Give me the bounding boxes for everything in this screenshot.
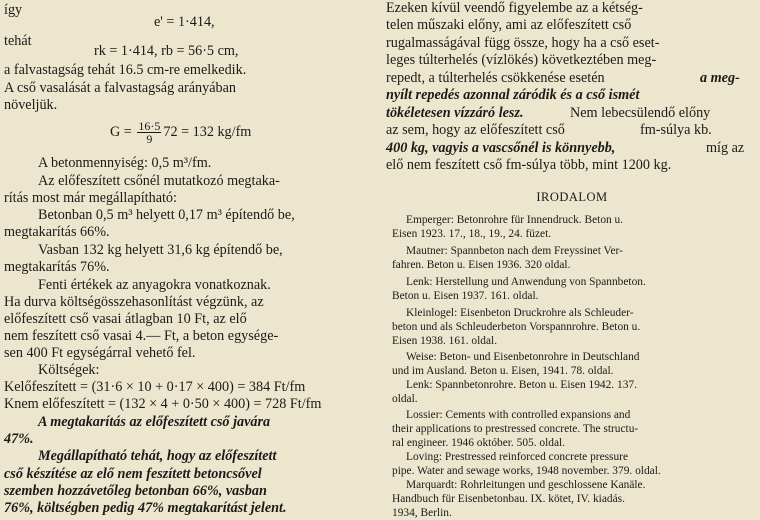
references-heading: IRODALOM [536,190,608,204]
text-line: a falvastagság tehát 16.5 cm-re emelkedik. [4,62,247,78]
text-line: Nem lebecsülendő előny [570,105,711,121]
text-line: Ezeken kívül veendő figyelembe az a kétség- [386,0,643,16]
reference-line: oldal. [392,393,418,405]
reference-line: Handbuch für Eisenbetonbau. IX. kötet, IV. kiadás. [392,493,625,505]
text-line: Vasban 132 kg helyett 31,6 kg építendő be, [38,242,283,258]
reference-line: Kleinlogel: Eisenbeton Druckrohre als Schleuder- [406,307,634,319]
italic-text-line: A megtakarítás az előfeszített cső javára [38,414,271,430]
text-line: e' = 1·414, [154,14,215,30]
reference-line: their applications to prestressed concrete. The structu- [392,423,639,435]
text-line: Knem előfeszített = (132 × 4 + 0·50 × 400) = 728 Ft/fm [4,396,322,412]
fraction-numerator: 16·5 [138,119,161,133]
text-line: A betonmennyiség: 0,5 m³/fm. [38,155,212,171]
reference-line: und im Ausland. Beton u. Eisen, 1941. 78. oldal. [392,365,614,377]
italic-text-line: 76%, költségben pedig 47% megtakarítást jelent. [4,500,287,516]
reference-line: fahren. Beton u. Eisen 1936. 320 oldal. [392,259,571,271]
text-line: megtakarítás 76%. [4,259,110,275]
reference-line: Loving: Prestressed reinforced concrete pressure [406,451,629,463]
reference-line: Lenk: Spannbetonrohre. Beton u. Eisen 1942. 137. [406,379,637,391]
reference-line: Eisen 1938. 161. oldal. [392,335,498,347]
reference-line: Emperger: Betonrohre für Innendruck. Beton u. [406,214,624,226]
text-line: így [4,2,23,18]
reference-line: Marquardt: Rohrleitungen und geschlossene Kanäle. [406,479,646,491]
formula [110,120,251,145]
reference-line: Lossier: Cements with controlled expansions and [406,409,631,421]
reference-line: pipe. Water and sewage works, 1948 november. 379. oldal. [392,465,661,477]
text-line: rugalmasságával függ össze, hogy ha a cső eset- [386,35,660,51]
text-line: Betonban 0,5 m³ helyett 0,17 m³ építendő be, [38,207,295,223]
text-line: Fenti értékek az anyagokra vonatkoznak. [38,277,271,293]
italic-text-line: a meg- [700,70,740,86]
text-line: Költségek: [38,362,100,378]
text-line: növeljük. [4,97,58,113]
italic-text-line: nyílt repedés azonnal záródik és a cső ismét [386,87,640,103]
text-line: A cső vasalását a falvastagság arányában [4,80,237,96]
italic-text-line: tökéletesen vízzáró lesz. [386,105,524,121]
text-line: Az előfeszített csőnél mutatkozó megtaka- [38,173,280,189]
formula-fraction [137,120,161,145]
reference-line: Weise: Beton- und Eisenbetonrohre in Deutschland [406,351,640,363]
reference-line: ral engineer. 1946 október. 505. oldal. [392,437,566,449]
italic-text-line: 400 kg, vagyis a vascsőnél is könnyebb, [386,140,616,156]
text-line: leges túlterhelés (vízlökés) következtében meg- [386,52,657,68]
italic-text-line: szemben hozzávetőleg betonban 66%, vasban [4,483,267,499]
reference-line: Mautner: Spannbeton nach dem Freyssinet Ver- [406,245,623,257]
text-line: Ha durva költségösszehasonlítást végzünk, az [4,294,264,310]
text-line: tehát [4,33,32,49]
text-line: repedt, a túlterhelés csökkenése esetén [386,70,605,86]
text-line: elő nem feszített cső fm-súlya több, mint 1200 kg. [386,157,672,173]
text-line: az sem, hogy az előfeszített cső [386,122,565,138]
text-line: Kelőfeszített = (31·6 × 10 + 0·17 × 400) = 384 Ft/fm [4,379,306,395]
text-line: sen 400 Ft egységárral vehető fel. [4,345,196,361]
formula-lhs: G = [110,123,136,140]
italic-text-line: Megállapítható tehát, hogy az előfeszített [38,448,277,464]
reference-line: Eisen 1923. 17., 18., 19., 24. füzet. [392,228,552,240]
reference-line: Beton u. Eisen 1937. 161. oldal. [392,290,539,302]
reference-line: 1934, Berlin. [392,507,452,519]
text-line: előfeszített cső vasai átlagban 10 Ft, az elő [4,311,247,327]
text-line: nem feszített cső vasai 4.— Ft, a beton egysége- [4,328,279,344]
text-line: míg az [706,140,745,156]
formula-rhs: 72 = 132 kg/fm [163,123,252,140]
text-line: rítás most már megállapítható: [4,190,177,206]
text-line: rk = 1·414, rb = 56·5 cm, [94,43,239,59]
reference-line: beton und als Schleuderbeton Vorspannrohre. Beton u. [392,321,641,333]
italic-text-line: cső készítése az elő nem feszített betoncsővel [4,466,262,482]
text-line: telen műszaki előny, ami az előfeszített cső [386,17,632,33]
text-line: megtakarítás 66%. [4,224,110,240]
text-line: fm-súlya kb. [640,122,712,138]
italic-text-line: 47%. [4,431,34,447]
fraction-denominator: 9 [146,132,153,146]
reference-line: Lenk: Herstellung und Anwendung von Spannbeton. [406,276,646,288]
